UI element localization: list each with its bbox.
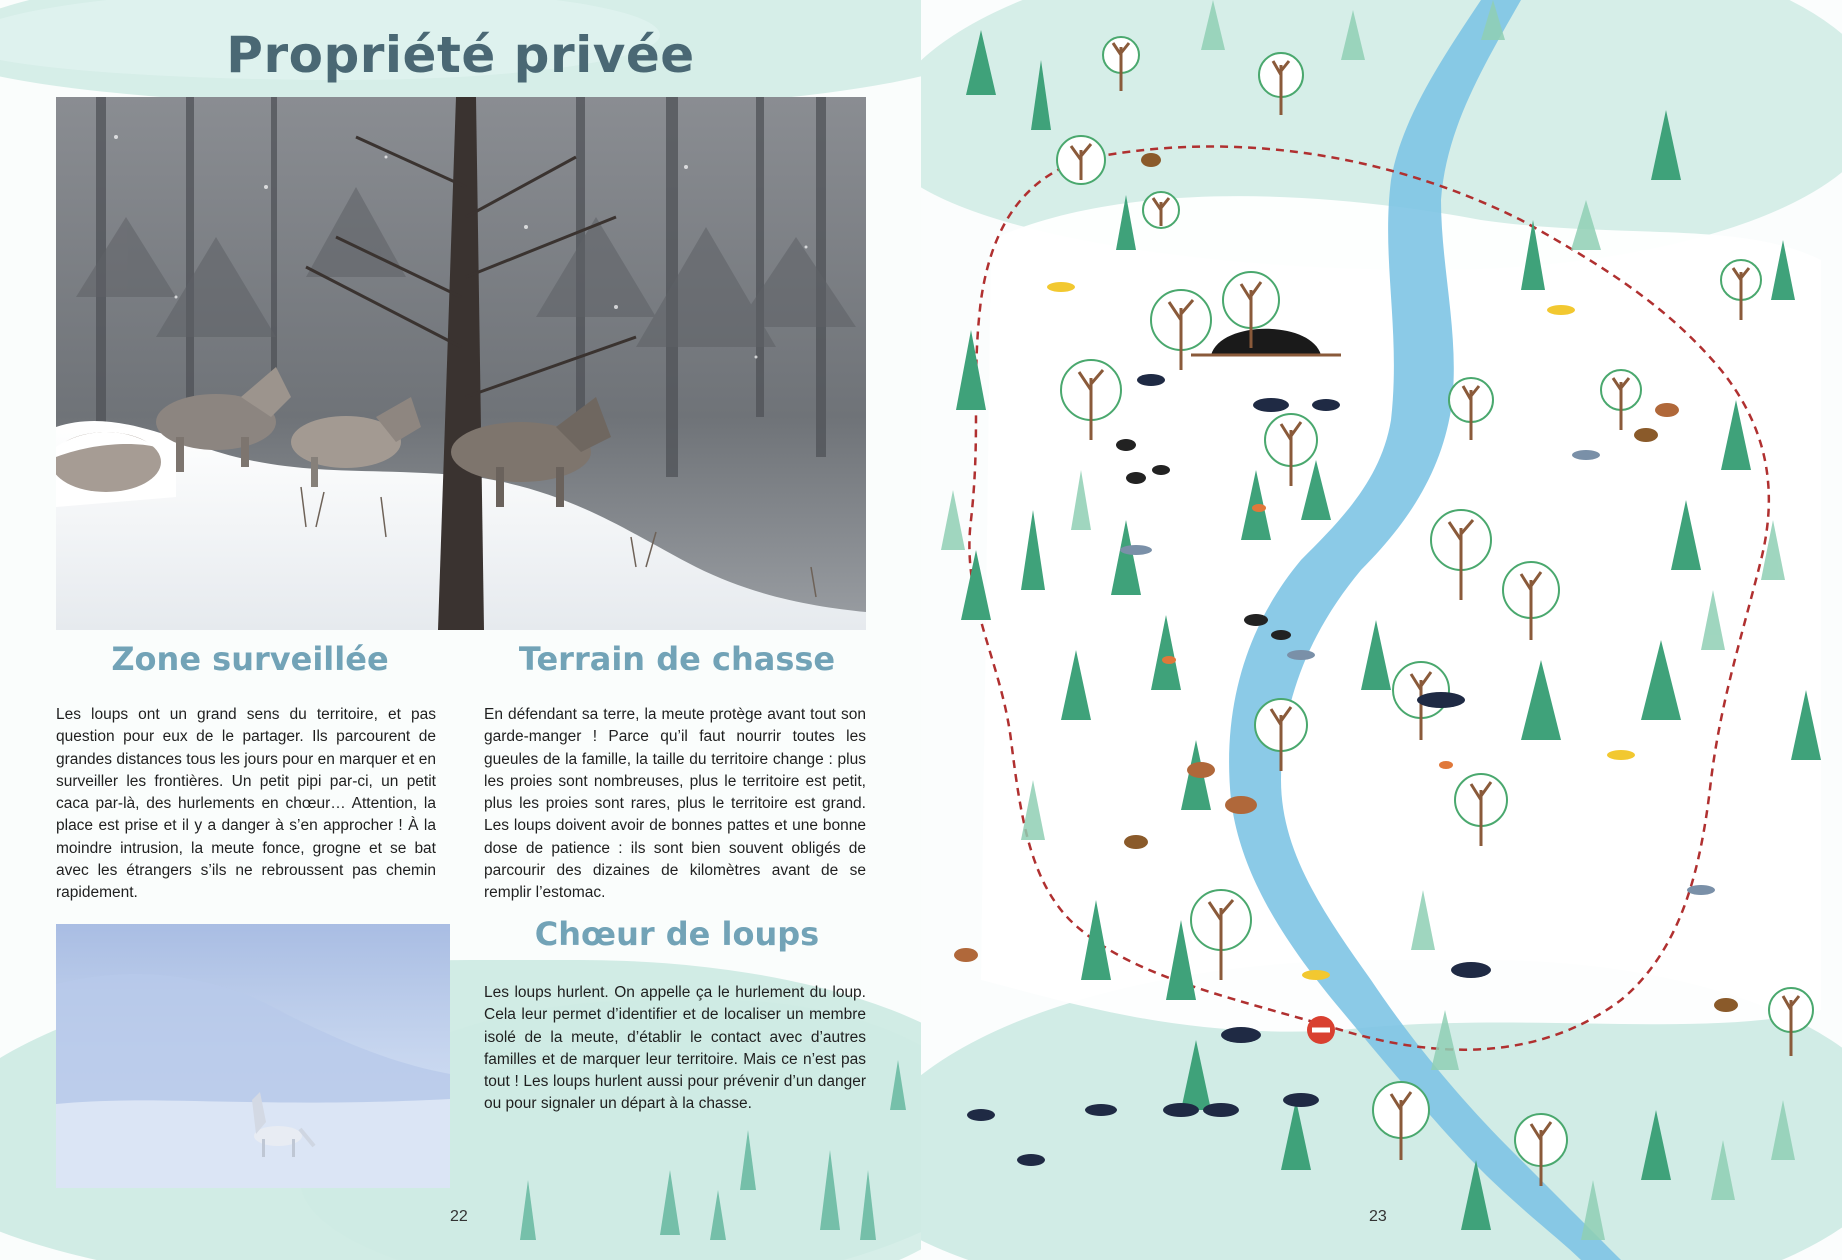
section-text-choeur: Les loups hurlent. On appelle ça le hurlement du loup. Cela leur permet d’identifier et de localiser un membre isolé de la meute, d’établir le contact avec d’autres familles et de marquer leur territoire. Mais ce n’est pas tout ! Les loups hurlent aussi pour prévenir d’un danger ou pour signaler un départ à la chasse. bbox=[484, 984, 866, 1113]
section-text-zone: Les loups ont un grand sens du territoire, et pas question pour eux de le partager. Ils parcourent de grandes distances tous les jours pour en marquer et en surveiller les frontières. Un petit pipi par-ci, un petit caca par-là, des hurlements en chœur… Attention, la place est prise et il y a danger à s’en approcher ! À la moindre intrusion, la meute fonce, grogne et se bat avec les étrangers s’ils ne rebroussent pas chemin rapidement. bbox=[56, 706, 436, 902]
section-text-terrain: En défendant sa terre, la meute protège avant tout son garde-manger ! Parce qu’il faut nourrir toutes les gueules de la famille, la taille du territoire change : plus les proies sont nombreuses, plus le territoire est petit, plus les proies sont rares, plus le territoire est grand. Les loups doivent avoir de bonnes pattes et une bonne dose de patience : ils sont bien souvent obligés de parcourir des dizaines de kilomètres avant de se remplir l’estomac. bbox=[484, 706, 866, 902]
page-title: Propriété privée bbox=[226, 26, 695, 84]
no-entry-sign-icon bbox=[1307, 1016, 1335, 1044]
right-page bbox=[921, 0, 1842, 1260]
section-title-choeur: Chœur de loups bbox=[534, 915, 820, 953]
wolf-territory-map-illustration bbox=[921, 0, 1842, 1260]
section-title-zone: Zone surveillée bbox=[111, 640, 389, 678]
page-number-left: 22 bbox=[450, 1208, 468, 1225]
section-title-terrain: Terrain de chasse bbox=[518, 640, 836, 678]
page-number-right: 23 bbox=[1369, 1208, 1387, 1225]
